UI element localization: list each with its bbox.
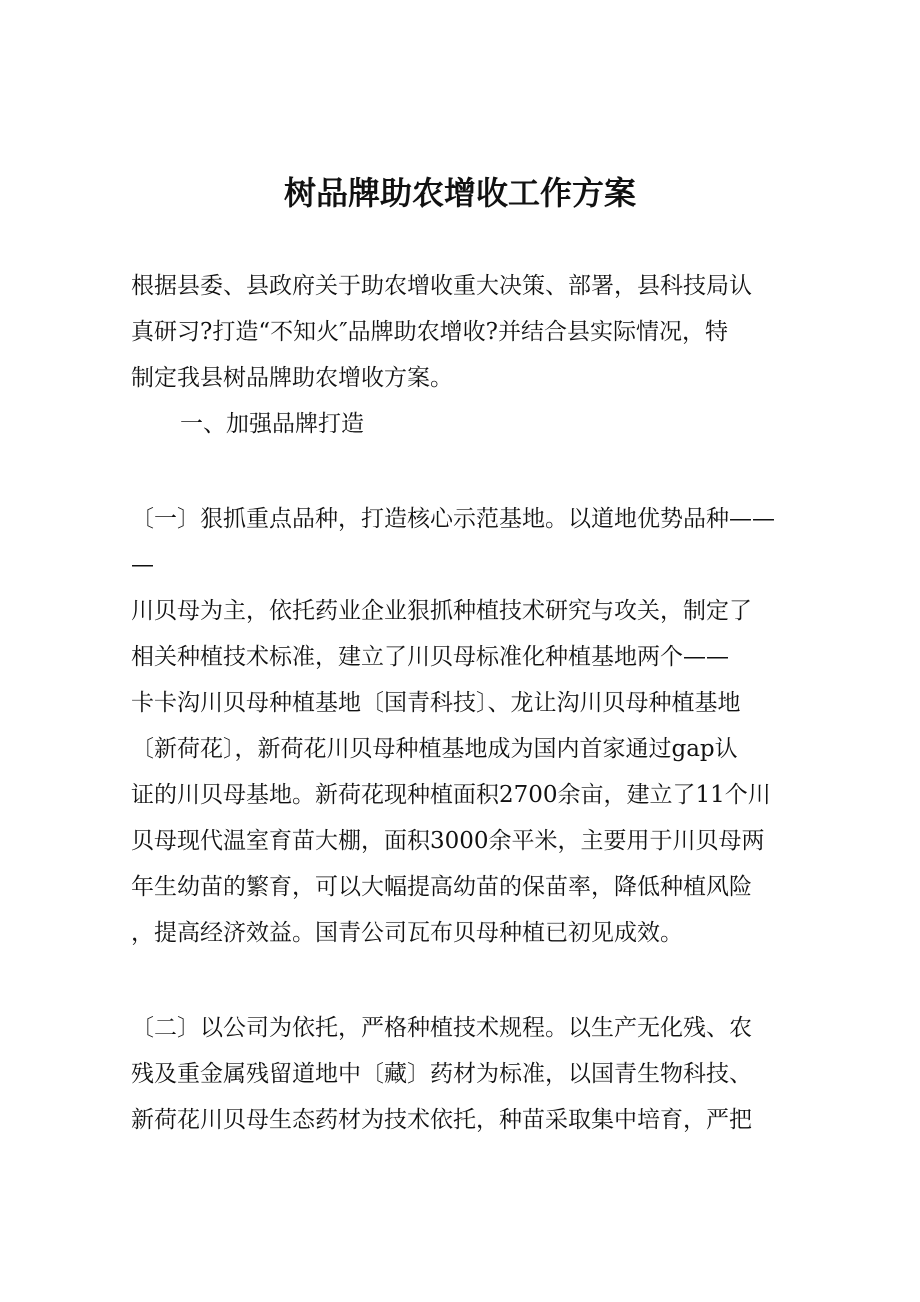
intro-line: 真研习?打造“不知火″品牌助农增收?并结合县实际情况，特 [131,319,729,345]
intro-line: 根据县委、县政府关于助农增收重大决策、部署，县科技局认 [131,273,752,299]
paragraph-line: 川贝母为主，依托药业企业狠抓种植技术研究与攻关，制定了 [131,598,752,624]
paragraph-line: ，提高经济效益。国青公司瓦布贝母种植已初见成效。 [131,920,683,946]
paragraph-line: 相关种植技术标准，建立了川贝母标准化种植基地两个—— [131,644,729,670]
paragraph-line: 卡卡沟川贝母种植基地〔国青科技〕、龙让沟川贝母种植基地 [131,690,741,716]
paragraph-line: 证的川贝母基地。新荷花现种植面积2700余亩，建立了11个川 [131,782,771,808]
paragraph-line: 贝母现代温室育苗大棚，面积3000余平米，主要用于川贝母两 [131,828,765,854]
paragraph-line: 新荷花川贝母生态药材为技术依托，种苗采取集中培育，严把 [131,1107,752,1133]
paragraph-line: — [131,552,154,578]
paragraph-line: 年生幼苗的繁育，可以大幅提高幼苗的保苗率，降低种植风险 [131,874,752,900]
document-title: 树品牌助农增收工作方案 [283,174,636,212]
intro-line: 制定我县树品牌助农增收方案。 [131,365,453,391]
paragraph-line: 残及重金属残留道地中〔藏〕药材为标准，以国青生物科技、 [131,1061,752,1087]
paragraph-line: 〔新荷花〕，新荷花川贝母种植基地成为国内首家通过gap认 [131,736,738,762]
section-heading: 一、加强品牌打造 [180,411,364,437]
paragraph-line: 〔二〕以公司为依托，严格种植技术规程。以生产无化残、农 [131,1015,752,1041]
paragraph-line: 〔一〕狠抓重点品种，打造核心示范基地。以道地优势品种—— [131,506,775,532]
